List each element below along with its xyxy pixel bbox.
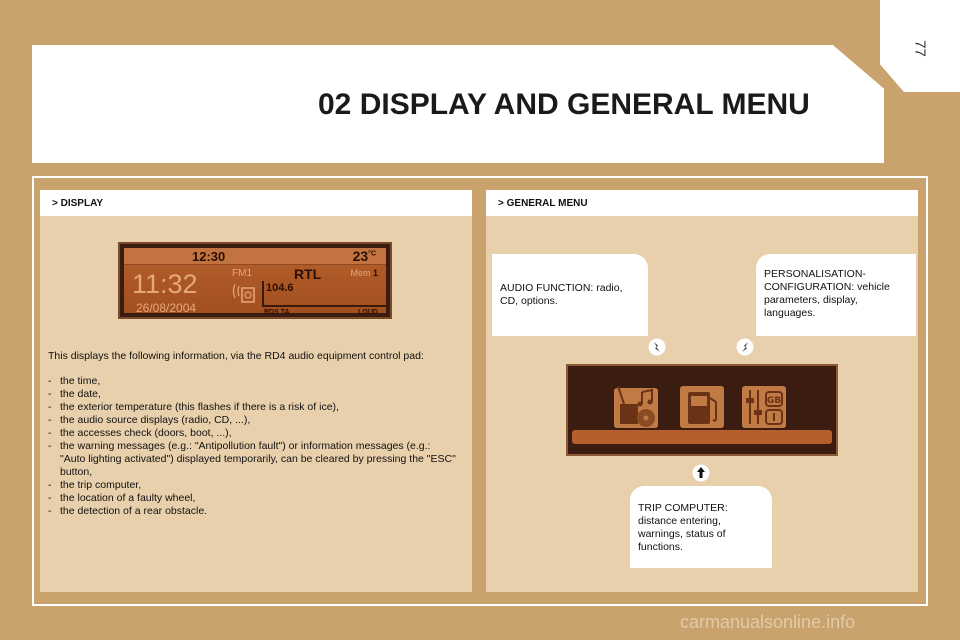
list-item: - the trip computer, [48,479,458,492]
page-number: 77 [911,40,929,57]
display-top-time: 12:30 [192,249,226,264]
language-label: GB [766,396,782,406]
list-item: - the location of a faulty wheel, [48,492,458,505]
list-item: - the accesses check (doors, boot, ...), [48,427,458,440]
display-date: 26/08/2004 [136,301,197,315]
trip-computer-menu-icon [678,382,726,430]
list-item: - the detection of a rear obstacle. [48,505,458,518]
arrow-down-left-icon [736,338,754,356]
list-item: - the audio source displays (radio, CD, ...), [48,414,458,427]
display-rds: RDS TA [264,309,290,316]
watermark: carmanualsonline.info [680,612,856,632]
rd4-display-screen [118,242,392,319]
list-item: - the exterior temperature (this flashes if there is a risk of ice), [48,401,458,414]
general-menu-screen [566,364,838,456]
display-top-bar [124,248,386,265]
display-description [48,350,458,518]
list-item: - the time, [48,375,458,388]
menu-selection-bar [572,430,832,444]
personalisation-callout: PERSONALISATION-CONFIGURATION: vehicle parameters, display, languages. [756,254,916,336]
display-heading: > DISPLAY [40,190,472,216]
general-menu-section [486,190,918,592]
arrow-down-right-icon [648,338,666,356]
page-title: 02 DISPLAY AND GENERAL MENU [318,88,810,121]
display-intro: This displays the following information, via the RD4 audio equipment control pad: [48,350,424,362]
personalisation-menu-icon [740,382,788,430]
arrow-up-icon [692,464,710,482]
display-band: FM1 [232,268,252,279]
radio-antenna-icon [232,280,260,306]
trip-computer-callout: TRIP COMPUTER: distance entering, warnings, status of functions. [630,486,772,568]
audio-function-callout: AUDIO FUNCTION: radio, CD, options. [492,254,648,336]
display-section [40,190,472,592]
display-clock: 11:32 [132,269,198,299]
list-item: - the warning messages (e.g.: "Antipollution fault") or information messages (e.g.: "Auto lighting activated") displayed temporarily, can be cleared by pressing the "ESC" button, [48,440,458,479]
list-item: - the date, [48,388,458,401]
display-frequency: 104.6 [266,282,294,294]
display-memory: Mem 1 [350,268,378,278]
display-loud: LOUD [358,309,378,316]
display-temperature: $23^{^\circ C}$ [352,248,376,264]
display-info-list [48,375,458,518]
display-station: RTL [294,266,322,282]
general-menu-heading: > GENERAL MENU [486,190,918,216]
audio-menu-icon [612,382,660,430]
